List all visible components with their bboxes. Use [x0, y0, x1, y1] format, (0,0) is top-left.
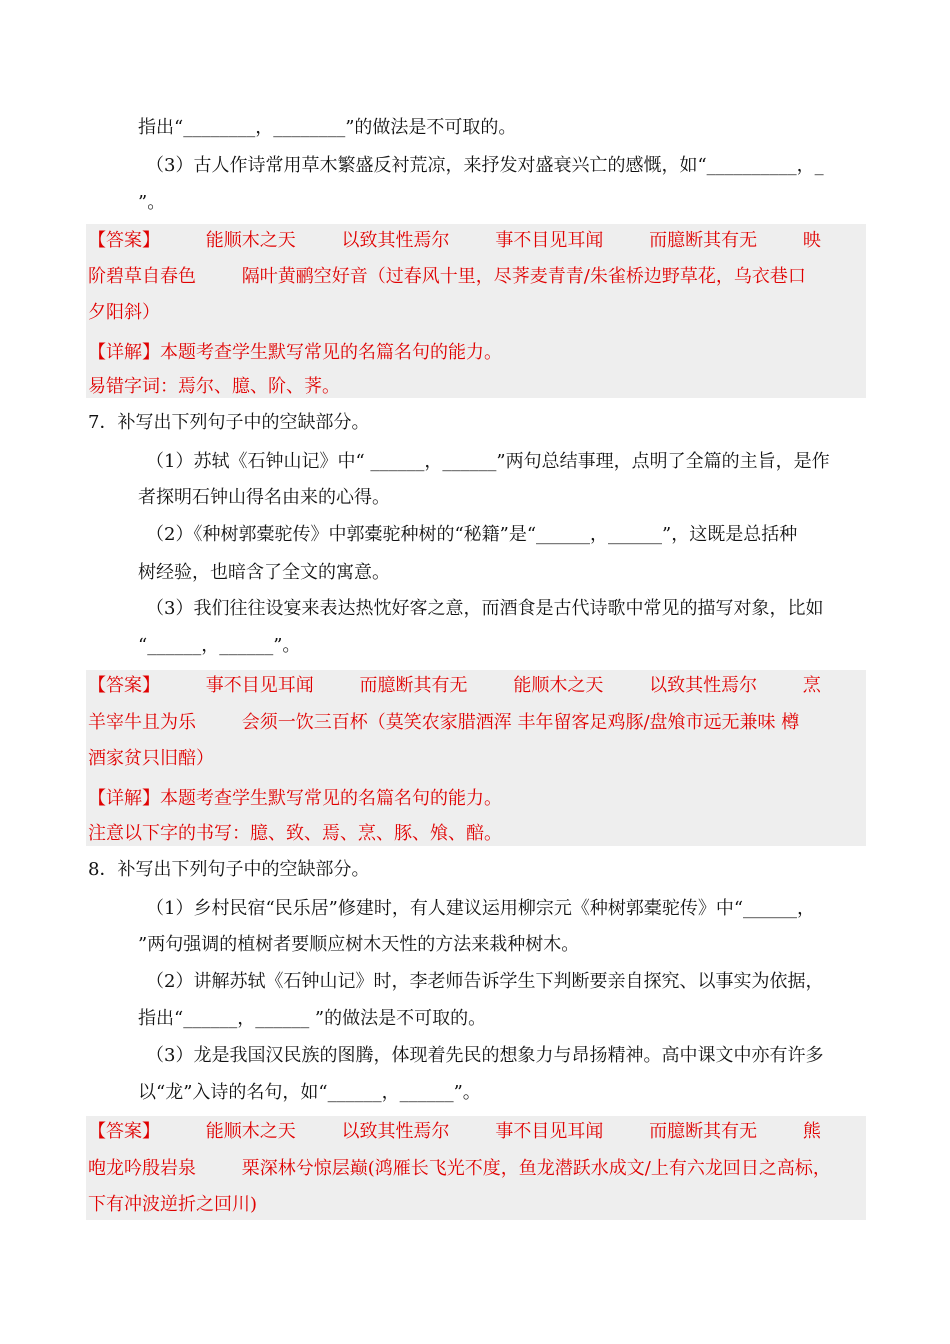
question-title: 8．补写出下列句子中的空缺部分。	[88, 859, 370, 880]
answer-line: 阶碧草自春色 隔叶黄鹂空好音（过春风十里，尽荠麦青青/朱雀桥边野草花，乌衣巷口	[88, 266, 806, 287]
question-line: （3）我们往往设宴来表达热忱好客之意，而酒食是古代诗歌中常见的描写对象，比如	[146, 598, 824, 619]
answer-line: 【答案】 能顺木之天 以致其性焉尔 事不目见耳闻 而臆断其有无 熊	[88, 1121, 821, 1142]
answer-line: 酒家贫只旧醅）	[88, 748, 214, 769]
explanation-line: 注意以下字的书写：臆、致、焉、烹、豚、飧、醅。	[88, 823, 502, 844]
question-line: 者探明石钟山得名由来的心得。	[138, 487, 390, 508]
answer-line: 羊宰牛且为乐 会须一饮三百杯（莫笑农家腊酒浑 丰年留客足鸡豚/盘飧市远无兼味 樽	[88, 712, 800, 733]
question-line: 以“龙”入诗的名句，如“______，______”。	[138, 1082, 481, 1103]
question-line: 树经验，也暗含了全文的寓意。	[138, 562, 390, 583]
question-line: ”。	[138, 192, 166, 213]
answer-line: 咆龙吟殷岩泉 栗深林兮惊层巅(鸿雁长飞光不度，鱼龙潜跃水成文/上有六龙回日之高标，	[88, 1158, 831, 1179]
answer-line: 【答案】 事不目见耳闻 而臆断其有无 能顺木之天 以致其性焉尔 烹	[88, 675, 821, 696]
answer-line: 【答案】 能顺木之天 以致其性焉尔 事不目见耳闻 而臆断其有无 映	[88, 230, 821, 251]
question-title: 7．补写出下列句子中的空缺部分。	[88, 412, 370, 433]
question-line: ”两句强调的植树者要顺应树木天性的方法来栽种树木。	[138, 934, 580, 955]
question-line: 指出“______，______ ”的做法是不可取的。	[138, 1008, 487, 1029]
answer-line: 夕阳斜）	[88, 302, 160, 323]
question-line: （2）讲解苏轼《石钟山记》时，李老师告诉学生下判断要亲自探究、以事实为依据，	[146, 971, 824, 992]
question-line: （2）《种树郭橐驼传》中郭橐驼种树的“秘籍”是“______，______”，这既是总括种	[146, 524, 798, 545]
question-line: （3）古人作诗常用草木繁盛反衬荒凉，来抒发对盛衰兴亡的感慨，如“__________，_	[146, 155, 824, 176]
answer-line: 下有冲波逆折之回川)	[88, 1194, 258, 1215]
question-line: “______，______”。	[138, 635, 301, 656]
question-line: 指出“________，________”的做法是不可取的。	[138, 117, 517, 138]
question-line: （1）苏轼《石钟山记》中“ ______，______”两句总结事理，点明了全篇的主旨，是作	[146, 451, 830, 472]
question-line: （1）乡村民宿“民乐居”修建时，有人建议运用柳宗元《种树郭橐驼传》中“______，	[146, 898, 816, 919]
explanation-line: 【详解】本题考查学生默写常见的名篇名句的能力。	[88, 788, 502, 809]
explanation-line: 易错字词：焉尔、臆、阶、荠。	[88, 376, 340, 397]
explanation-line: 【详解】本题考查学生默写常见的名篇名句的能力。	[88, 342, 502, 363]
question-line: （3）龙是我国汉民族的图腾，体现着先民的想象力与昂扬精神。高中课文中亦有许多	[146, 1045, 824, 1066]
